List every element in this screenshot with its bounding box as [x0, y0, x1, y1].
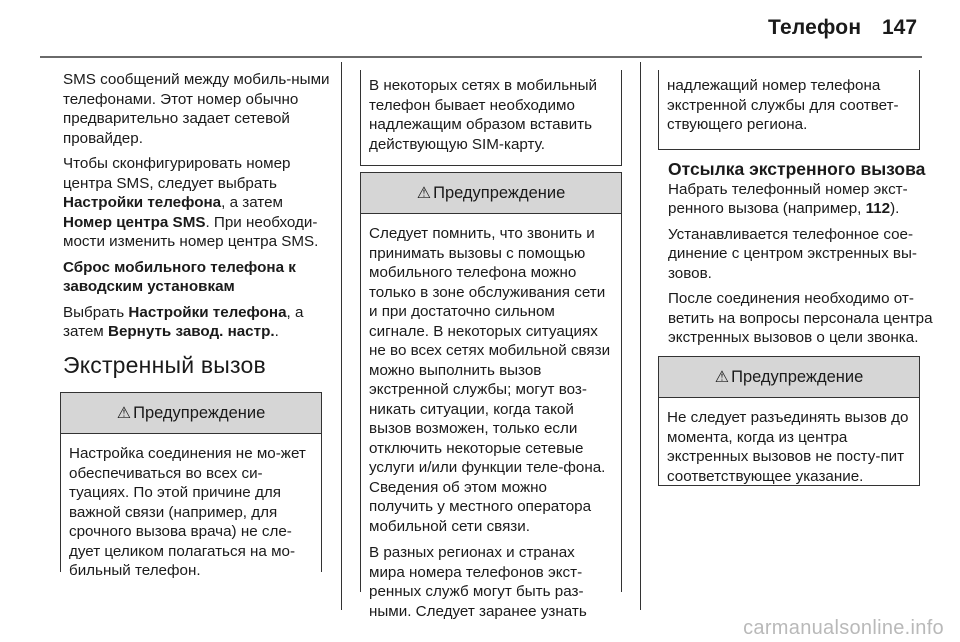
warning-title: Предупреждение — [433, 183, 566, 202]
section-heading: Экстренный вызов — [63, 351, 266, 378]
header-rule — [40, 56, 922, 58]
warning-body: Настройка соединения не мо-жет обеспечиваться во всех си-туациях. По этой причине для важной связи (например, для срочного вызова врача) не сле-дует целиком полагаться на мо-бильный телефон. — [69, 445, 306, 579]
warning-header — [361, 173, 621, 214]
warning-box-continued — [658, 70, 920, 150]
warning-icon: ⚠ — [714, 369, 730, 386]
warning-box — [360, 172, 622, 620]
paragraph: Следует помнить, что звонить и принимать вызовы с помощью мобильного телефона можно только в зоне обслуживания сети и при достаточно сильном сигнале. В некоторых ситуациях не во всех сетях мобильной связи можно выполнить вызов экстренной службы; могут воз-никать ситуации, когда такой вызов возможен, только если отключить некоторые сетевые услуги и/или функции теле-фона. Сведения об этом можно получить у местного оператора мобильной сети связи. — [369, 225, 611, 535]
warning-body: В некоторых сетях в мобильный телефон бывает необходимо надлежащим образом вставить действующую SIM-карту. — [369, 77, 597, 153]
warning-icon: ⚠ — [116, 405, 132, 422]
warning-icon: ⚠ — [416, 185, 432, 202]
subheading-reset: Сброс мобильного телефона к заводским установкам — [63, 258, 296, 295]
warning-title: Предупреждение — [133, 403, 266, 422]
paragraph: Выбрать Настройки телефона, а затем Вернуть завод. настр.. — [63, 303, 304, 340]
warning-body: Не следует разъединять вызов до момента, когда из центра экстренных вызовов не посту-пит соответствующее указание. — [667, 409, 909, 485]
paragraph: В разных регионах и странах мира номера телефонов экст-ренных служб могут быть раз-ными. Следует заранее узнать — [369, 544, 587, 620]
page-header — [0, 0, 960, 62]
subheading-emergency-call: Отсылка экстренного вызова — [668, 159, 926, 179]
warning-box — [60, 392, 322, 579]
menu-reference: Номер центра SMS — [63, 213, 206, 231]
page-title: Телефон — [768, 16, 862, 39]
menu-reference: Вернуть завод. настр. — [107, 323, 275, 340]
warning-title: Предупреждение — [731, 367, 864, 386]
menu-reference: Настройки телефона — [128, 303, 287, 321]
phone-number: 112 — [865, 200, 891, 217]
warning-body: надлежащий номер телефона экстренной службы для соответ-ствующего региона. — [667, 77, 899, 133]
column-1 — [63, 70, 335, 385]
column-3 — [668, 150, 940, 354]
paragraph: После соединения необходимо от-ветить на вопросы персонала центра экстренных вызовов о цели звонка. — [668, 290, 933, 346]
paragraph: Набрать телефонный номер экст-ренного вызова (например, 112). — [668, 180, 908, 217]
paragraph: Чтобы сконфигурировать номер центра SMS, следует выбрать Настройки телефона, а затем Номер центра SMS. При необходи-мости изменить номер центра SMS. — [63, 155, 319, 250]
paragraph: Устанавливается телефонное сое-динение с центром экстренных вы-зовов. — [668, 225, 917, 282]
warning-body — [361, 214, 621, 627]
column-divider — [341, 62, 342, 610]
menu-reference: Настройки телефона — [63, 194, 222, 211]
warning-header — [659, 357, 919, 398]
page-number: 147 — [882, 16, 918, 39]
paragraph: SMS сообщений между мобиль-ными телефонами. Этот номер обычно предварительно задает сетевой провайдер. — [63, 71, 330, 147]
warning-header — [61, 393, 321, 434]
watermark: carmanualsonline.info — [743, 617, 944, 639]
warning-box-continued — [360, 70, 622, 166]
warning-box — [658, 356, 920, 486]
column-divider — [640, 62, 641, 610]
